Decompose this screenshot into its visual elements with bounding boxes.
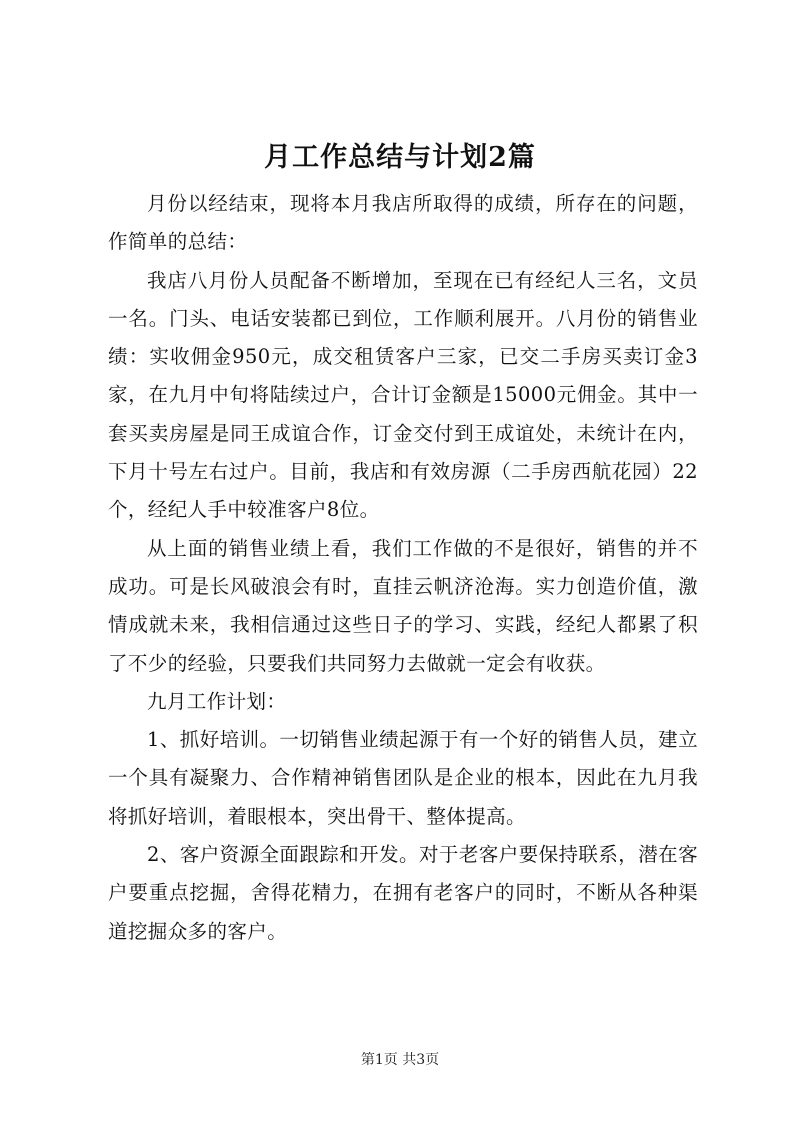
page-title: 月工作总结与计划2篇 xyxy=(264,142,536,173)
paragraph-september-plan-heading: 九月工作计划： xyxy=(147,689,287,713)
paragraph-august-staff-sales: 我店八月份人员配备不断增加，至现在已有经纪人三名，文员一名。门头、电话安装都已到位，工作顺利展开。八月份的销售业绩：实收佣金950元，成交租赁客户三家，已交二手房买卖订金3家，在九月中旬将陆续过户，合计订金额是15000元佣金。其中一套买卖房屋是同王成谊合作，订金交付到王成谊处，未统计在内，下月十号左右过户。目前，我店和有效房源（二手房西航花园）22个，经纪人手中较准客户8位。 xyxy=(108,268,698,522)
paragraph-plan-item-training: 1、抓好培训。一切销售业绩起源于有一个好的销售人员，建立一个具有凝聚力、合作精神销售团队是企业的根本，因此在九月我将抓好培训，着眼根本，突出骨干、整体提高。 xyxy=(108,728,698,828)
paragraph-intro: 月份以经结束，现将本月我店所取得的成绩，所存在的问题，作简单的总结： xyxy=(108,192,698,254)
paragraph-plan-item-customers: 2、客户资源全面跟踪和开发。对于老客户要保持联系，潜在客户要重点挖掘，舍得花精力，在拥有老客户的同时，不断从各种渠道挖掘众多的客户。 xyxy=(108,843,698,943)
paragraph-performance-review: 从上面的销售业绩上看，我们工作做的不是很好，销售的并不成功。可是长风破浪会有时，直挂云帆济沧海。实力创造价值，激情成就未来，我相信通过这些日子的学习、实践，经纪人都累了积了不少的经验，只要我们共同努力去做就一定会有收获。 xyxy=(108,536,698,675)
page-number-footer: 第1页 共3页 xyxy=(360,1052,440,1068)
document-body xyxy=(108,185,698,951)
